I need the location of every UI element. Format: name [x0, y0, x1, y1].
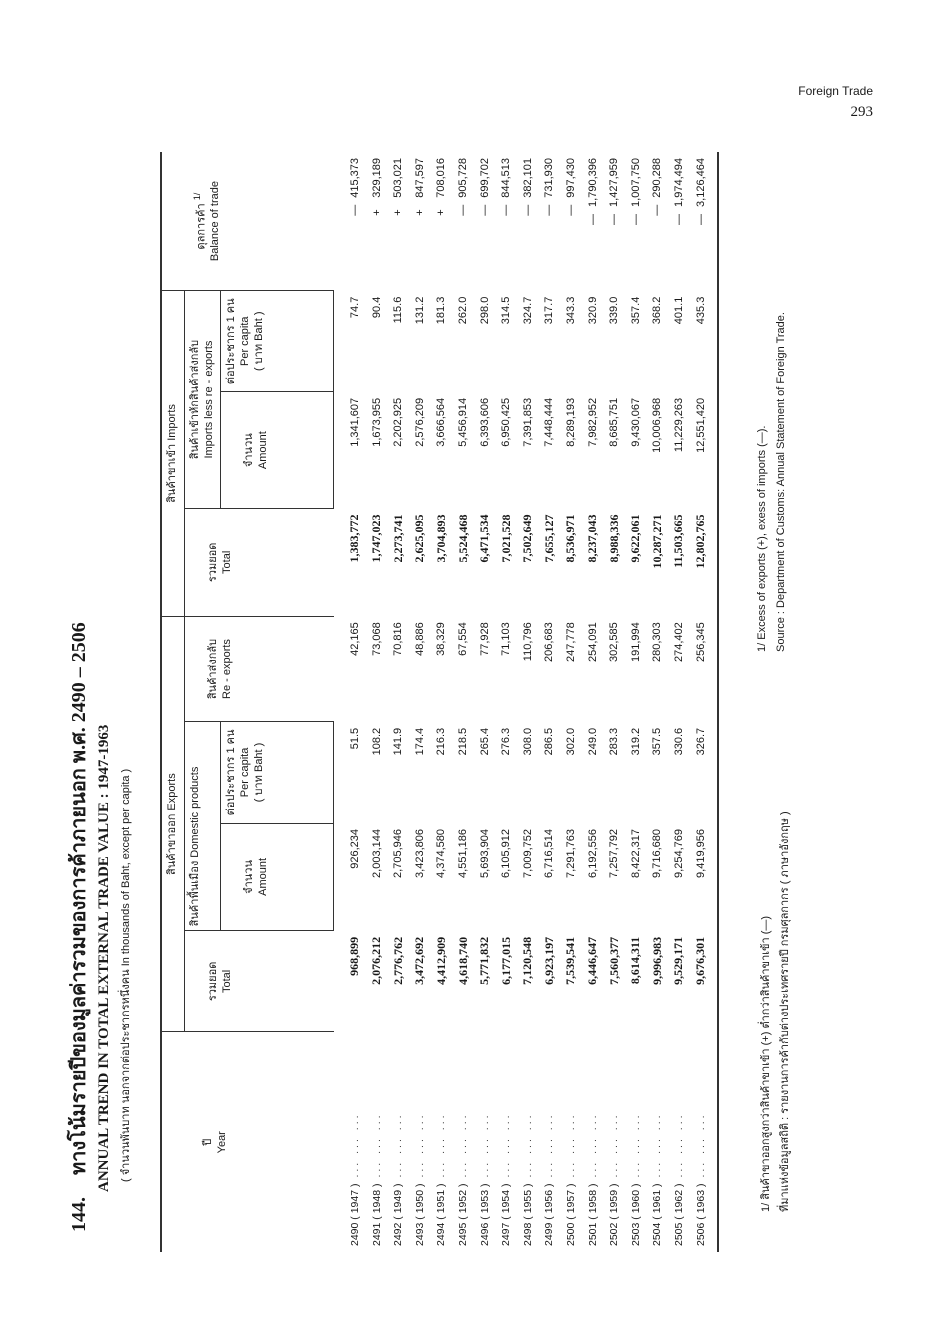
dom-percap-cell: 286.5 [543, 727, 556, 756]
dom-amount-cell: 6,105,912 [500, 829, 513, 878]
reexports-cell: 191,994 [629, 622, 642, 662]
table-number: 144. [68, 1197, 90, 1232]
source-english: Source : Department of Customs: Annual Statement of Foreign Trade. [775, 312, 787, 652]
imp-total-cell: 3,704,893 [433, 514, 448, 563]
imp-amount-cell: 9,430,067 [629, 397, 642, 447]
imp-total-cell: 6,471,534 [477, 514, 492, 563]
dom-percap-cell: 216.3 [435, 727, 448, 756]
balance-cell: +847,597 [413, 158, 426, 216]
reexports-cell: 280,303 [651, 622, 664, 662]
balance-cell: +329,189 [370, 158, 383, 216]
dom-percap-cell: 218.5 [457, 727, 470, 756]
dom-amount-cell: 6,716,514 [543, 829, 556, 878]
reexports-cell: 254,091 [586, 622, 599, 662]
reexports-cell: 302,585 [608, 622, 621, 662]
exp-total-cell: 4,412,909 [433, 936, 448, 985]
balance-cell: —699,702 [478, 158, 491, 216]
imp-total-cell: 8,988,336 [606, 514, 621, 563]
imp-amount-cell: 8,685,751 [608, 397, 621, 447]
imp-percap-cell: 339.0 [608, 296, 621, 325]
table-row [647, 152, 669, 1252]
imp-amount-cell: 11,229,263 [672, 397, 685, 453]
dom-percap-cell: 357.5 [651, 727, 664, 756]
imp-amount-cell: 6,950,425 [500, 397, 513, 447]
domestic-amount-header: จำนวน Amount [221, 823, 334, 931]
year-header: ปี Year [161, 1032, 334, 1252]
reexports-cell: 48,886 [413, 622, 426, 656]
imp-amount-cell: 6,393,606 [478, 397, 491, 447]
domestic-products-header: สินค้าพื้นเมือง Domestic products [184, 722, 221, 931]
dom-amount-cell: 2,003,144 [370, 829, 383, 878]
balance-cell: —844,513 [500, 158, 513, 216]
dom-percap-cell: 330.6 [672, 727, 685, 756]
exp-total-cell: 8,614,311 [628, 936, 643, 985]
reexports-cell: 247,778 [564, 622, 577, 662]
dom-percap-cell: 276.3 [500, 727, 513, 756]
page-number: 293 [850, 104, 873, 120]
exp-total-cell: 5,771,832 [477, 936, 492, 985]
table-row [409, 152, 431, 1252]
dom-percap-cell: 249.0 [586, 727, 599, 756]
dom-amount-cell: 6,192,556 [586, 829, 599, 878]
imp-amount-cell: 7,982,952 [586, 397, 599, 447]
table-row [582, 152, 604, 1252]
imp-total-cell: 2,625,095 [412, 514, 427, 563]
imp-total-cell: 12,802,765 [690, 508, 719, 616]
reexports-header: สินค้าส่งกลับ Re - exports [184, 616, 334, 722]
table-row [366, 152, 388, 1252]
imp-amount-cell: 2,202,925 [392, 397, 405, 447]
imp-amount-cell: 10,006,968 [651, 397, 664, 453]
source-thai: ที่มาแห่งข้อมูลสถิติ : รายงานการค้ากับต่างประเทศรายปี กรมศุลกากร ( ภาษาอังกฤษ ) [779, 811, 791, 1212]
imp-total-cell: 7,655,127 [541, 514, 556, 563]
reexports-cell: 42,165 [348, 622, 361, 656]
imp-percap-cell: 90.4 [370, 296, 383, 319]
footnote-english: 1/ Excess of exports (+), exess of imports (—). [756, 425, 768, 652]
year-cell: 2506 ( 1963 )... ... ... [690, 1032, 719, 1252]
year-cell: 2501 ( 1958 )... ... ... [586, 1112, 599, 1246]
year-cell: 2500 ( 1957 )... ... ... [564, 1112, 577, 1246]
year-cell: 2505 ( 1962 )... ... ... [672, 1112, 685, 1246]
dom-amount-cell: 2,705,946 [392, 829, 405, 878]
year-cell: 2496 ( 1953 )... ... ... [478, 1112, 491, 1246]
imp-percap-cell: 357.4 [629, 296, 642, 325]
dom-amount-cell: 926,234 [349, 829, 362, 869]
imp-amount-cell: 8,289,193 [564, 397, 577, 447]
year-cell: 2502 ( 1959 )... ... ... [608, 1112, 621, 1246]
table-row [431, 152, 453, 1252]
year-cell: 2504 ( 1961 )... ... ... [651, 1112, 664, 1246]
table-row [690, 152, 719, 1252]
year-cell: 2493 ( 1950 )... ... ... [413, 1112, 426, 1246]
table-row [334, 152, 366, 1252]
year-cell: 2490 ( 1947 )... ... ... [348, 1112, 361, 1246]
imp-total-cell: 1,747,023 [369, 514, 384, 563]
dom-percap-cell: 302.0 [564, 727, 577, 756]
reexports-cell: 206,683 [543, 622, 556, 662]
table-title-english: ANNUAL TREND IN TOTAL EXTERNAL TRADE VALUE : 1947-1963 [96, 724, 112, 1192]
imp-total-cell: 2,273,741 [390, 514, 405, 563]
dom-percap-cell: 108.2 [370, 727, 383, 756]
exp-total-cell: 4,618,740 [455, 936, 470, 985]
balance-cell: —290,288 [651, 158, 664, 216]
table-row [452, 152, 474, 1252]
year-cell: 2499 ( 1956 )... ... ... [543, 1112, 556, 1246]
dom-amount-cell: 7,291,763 [564, 829, 577, 878]
dom-amount-cell: 9,419,956 [690, 823, 719, 931]
balance-cell: —1,427,959 [608, 158, 621, 225]
imp-percap-cell: 74.7 [349, 296, 362, 319]
dom-percap-cell: 283.3 [608, 727, 621, 756]
balance-cell: —731,930 [543, 158, 556, 216]
rotated-table-page [56, 140, 876, 1252]
imports-total-header: รวมยอด Total [184, 508, 334, 616]
footnote-thai: 1/ สินค้าขาออกสูงกว่าสินค้าขาเข้า (+) ต่ำกว่าสินค้าขาเข้า (—) [760, 915, 772, 1212]
exp-total-cell: 968,899 [347, 936, 362, 976]
table-body [334, 152, 719, 1252]
year-cell: 2498 ( 1955 )... ... ... [521, 1112, 534, 1246]
imp-amount-cell: 1,341,607 [349, 397, 362, 447]
exp-total-cell: 2,776,762 [390, 936, 405, 985]
table-row [539, 152, 561, 1252]
domestic-percap-header: ต่อประชากร 1 คน Per capita ( บาท Baht ) [221, 722, 334, 823]
reexports-cell: 77,928 [478, 622, 491, 656]
reexports-cell: 256,345 [690, 616, 719, 722]
exports-total-header: รวมยอด Total [184, 931, 334, 1032]
imports-less-reexports-header: สินค้าเข้าหักสินค้าส่งกลับ Imports less re - exports [184, 291, 221, 509]
balance-cell: —1,974,494 [672, 158, 685, 225]
imp-amount-cell: 7,448,444 [543, 397, 556, 447]
imp-amount-cell: 1,673,955 [370, 397, 383, 447]
footnotes [756, 152, 794, 1212]
balance-cell: +708,016 [435, 158, 448, 216]
exp-total-cell: 9,676,301 [690, 931, 719, 1032]
table-row [625, 152, 647, 1252]
dom-amount-cell: 8,422,317 [629, 829, 642, 878]
reexports-cell: 73,068 [370, 622, 383, 656]
imp-percap-cell: 181.3 [435, 296, 448, 325]
exp-total-cell: 9,529,171 [671, 936, 686, 985]
exp-total-cell: 6,923,197 [541, 936, 556, 985]
exp-total-cell: 7,120,548 [520, 936, 535, 985]
table-units-note: ( จำนวนพันบาท นอกจากต่อประชากรหนึ่งคน In thousands of Baht, except per capita ) [120, 768, 132, 1182]
imp-percap-cell: 368.2 [651, 296, 664, 325]
imp-percap-cell: 324.7 [521, 296, 534, 325]
dom-percap-cell: 319.2 [629, 727, 642, 756]
dom-amount-cell: 7,009,752 [521, 829, 534, 878]
table-title-thai: 144.ทางโน้มรายปีของมูลค่ารวมของการค้าภายนอก พ.ศ. 2490 – 2506 [68, 622, 90, 1232]
imports-percap-header: ต่อประชากร 1 คน Per capita ( บาท Baht ) [221, 291, 334, 392]
balance-cell: —415,373 [348, 158, 361, 216]
imp-amount-cell: 12,551,420 [690, 392, 719, 509]
year-cell: 2503 ( 1960 )... ... ... [629, 1112, 642, 1246]
year-cell: 2491 ( 1948 )... ... ... [370, 1112, 383, 1246]
table-row [668, 152, 690, 1252]
imp-total-cell: 11,503,665 [671, 514, 686, 568]
imp-amount-cell: 5,456,914 [457, 397, 470, 447]
dom-amount-cell: 9,716,680 [651, 829, 664, 878]
balance-cell: +503,021 [392, 158, 405, 216]
table-row [474, 152, 496, 1252]
imp-total-cell: 1,383,772 [347, 514, 362, 563]
imp-total-cell: 10,287,271 [649, 514, 664, 569]
dom-percap-cell: 308.0 [521, 727, 534, 756]
imp-percap-cell: 320.9 [586, 296, 599, 325]
balance-cell: —382,101 [521, 158, 534, 216]
exp-total-cell: 7,560,377 [606, 936, 621, 985]
reexports-cell: 110,796 [521, 622, 534, 662]
table-title-block [62, 152, 134, 1232]
year-cell: 2494 ( 1951 )... ... ... [435, 1112, 448, 1246]
year-cell: 2497 ( 1954 )... ... ... [500, 1112, 513, 1246]
balance-cell: —905,728 [457, 158, 470, 216]
dom-amount-cell: 9,254,769 [672, 829, 685, 878]
balance-header: ดุลการค้า $^{1/}$ Balance of trade [161, 152, 334, 291]
imp-total-cell: 7,502,649 [520, 514, 535, 563]
imports-header: สินค้าขาเข้า Imports [161, 291, 184, 617]
imp-percap-cell: 115.6 [392, 296, 405, 324]
exp-total-cell: 7,539,541 [563, 936, 578, 985]
exports-header: สินค้าขาออก Exports [161, 616, 184, 1032]
imp-percap-cell: 317.7 [543, 296, 556, 325]
dom-amount-cell: 4,374,580 [435, 829, 448, 878]
balance-cell: —3,126,464 [690, 152, 719, 291]
imp-percap-cell: 131.2 [413, 296, 426, 325]
section-title: Foreign Trade [798, 84, 873, 98]
exp-total-cell: 2,076,212 [369, 936, 384, 985]
dom-percap-cell: 174.4 [413, 727, 426, 756]
reexports-cell: 274,402 [672, 622, 685, 662]
reexports-cell: 38,329 [435, 622, 448, 656]
table-row [387, 152, 409, 1252]
imports-amount-header: จำนวน Amount [221, 392, 334, 509]
reexports-cell: 67,554 [457, 622, 470, 656]
reexports-cell: 71,103 [500, 622, 513, 656]
dom-amount-cell: 4,551,186 [457, 829, 470, 878]
exp-total-cell: 6,177,015 [498, 936, 513, 985]
dom-percap-cell: 265.4 [478, 727, 491, 756]
imp-total-cell: 7,021,528 [498, 514, 513, 563]
imp-amount-cell: 7,391,853 [521, 397, 534, 447]
reexports-cell: 70,816 [392, 622, 405, 656]
imp-total-cell: 5,524,468 [455, 514, 470, 563]
table-row [560, 152, 582, 1252]
imp-amount-cell: 3,666,564 [435, 397, 448, 447]
table-row [495, 152, 517, 1252]
year-cell: 2495 ( 1952 )... ... ... [457, 1112, 470, 1246]
imp-amount-cell: 2,576,209 [413, 397, 426, 447]
exp-total-cell: 3,472,692 [412, 936, 427, 985]
dom-percap-cell: 141.9 [392, 727, 405, 756]
imp-total-cell: 8,237,043 [585, 514, 600, 563]
imp-percap-cell: 262.0 [457, 296, 470, 325]
balance-cell: —997,430 [564, 158, 577, 216]
trade-table [160, 152, 719, 1252]
dom-percap-cell: 326.7 [690, 722, 719, 823]
dom-percap-cell: 51.5 [349, 727, 362, 750]
balance-cell: —1,007,750 [629, 158, 642, 225]
year-cell: 2492 ( 1949 )... ... ... [392, 1112, 405, 1246]
dom-amount-cell: 5,693,904 [478, 829, 491, 878]
imp-percap-cell: 343.3 [564, 296, 577, 325]
balance-cell: —1,790,396 [586, 158, 599, 225]
imp-total-cell: 8,536,971 [563, 514, 578, 563]
imp-percap-cell: 401.1 [672, 296, 685, 325]
exp-total-cell: 9,996,983 [649, 936, 664, 985]
table-row [603, 152, 625, 1252]
imp-percap-cell: 435.3 [690, 291, 719, 392]
exp-total-cell: 6,446,647 [585, 936, 600, 985]
imp-total-cell: 9,622,061 [628, 514, 643, 563]
table-row [517, 152, 539, 1252]
dom-amount-cell: 3,423,806 [413, 829, 426, 878]
dom-amount-cell: 7,257,792 [608, 829, 621, 878]
running-header [798, 84, 873, 121]
imp-percap-cell: 298.0 [478, 296, 491, 325]
imp-percap-cell: 314.5 [500, 296, 513, 325]
